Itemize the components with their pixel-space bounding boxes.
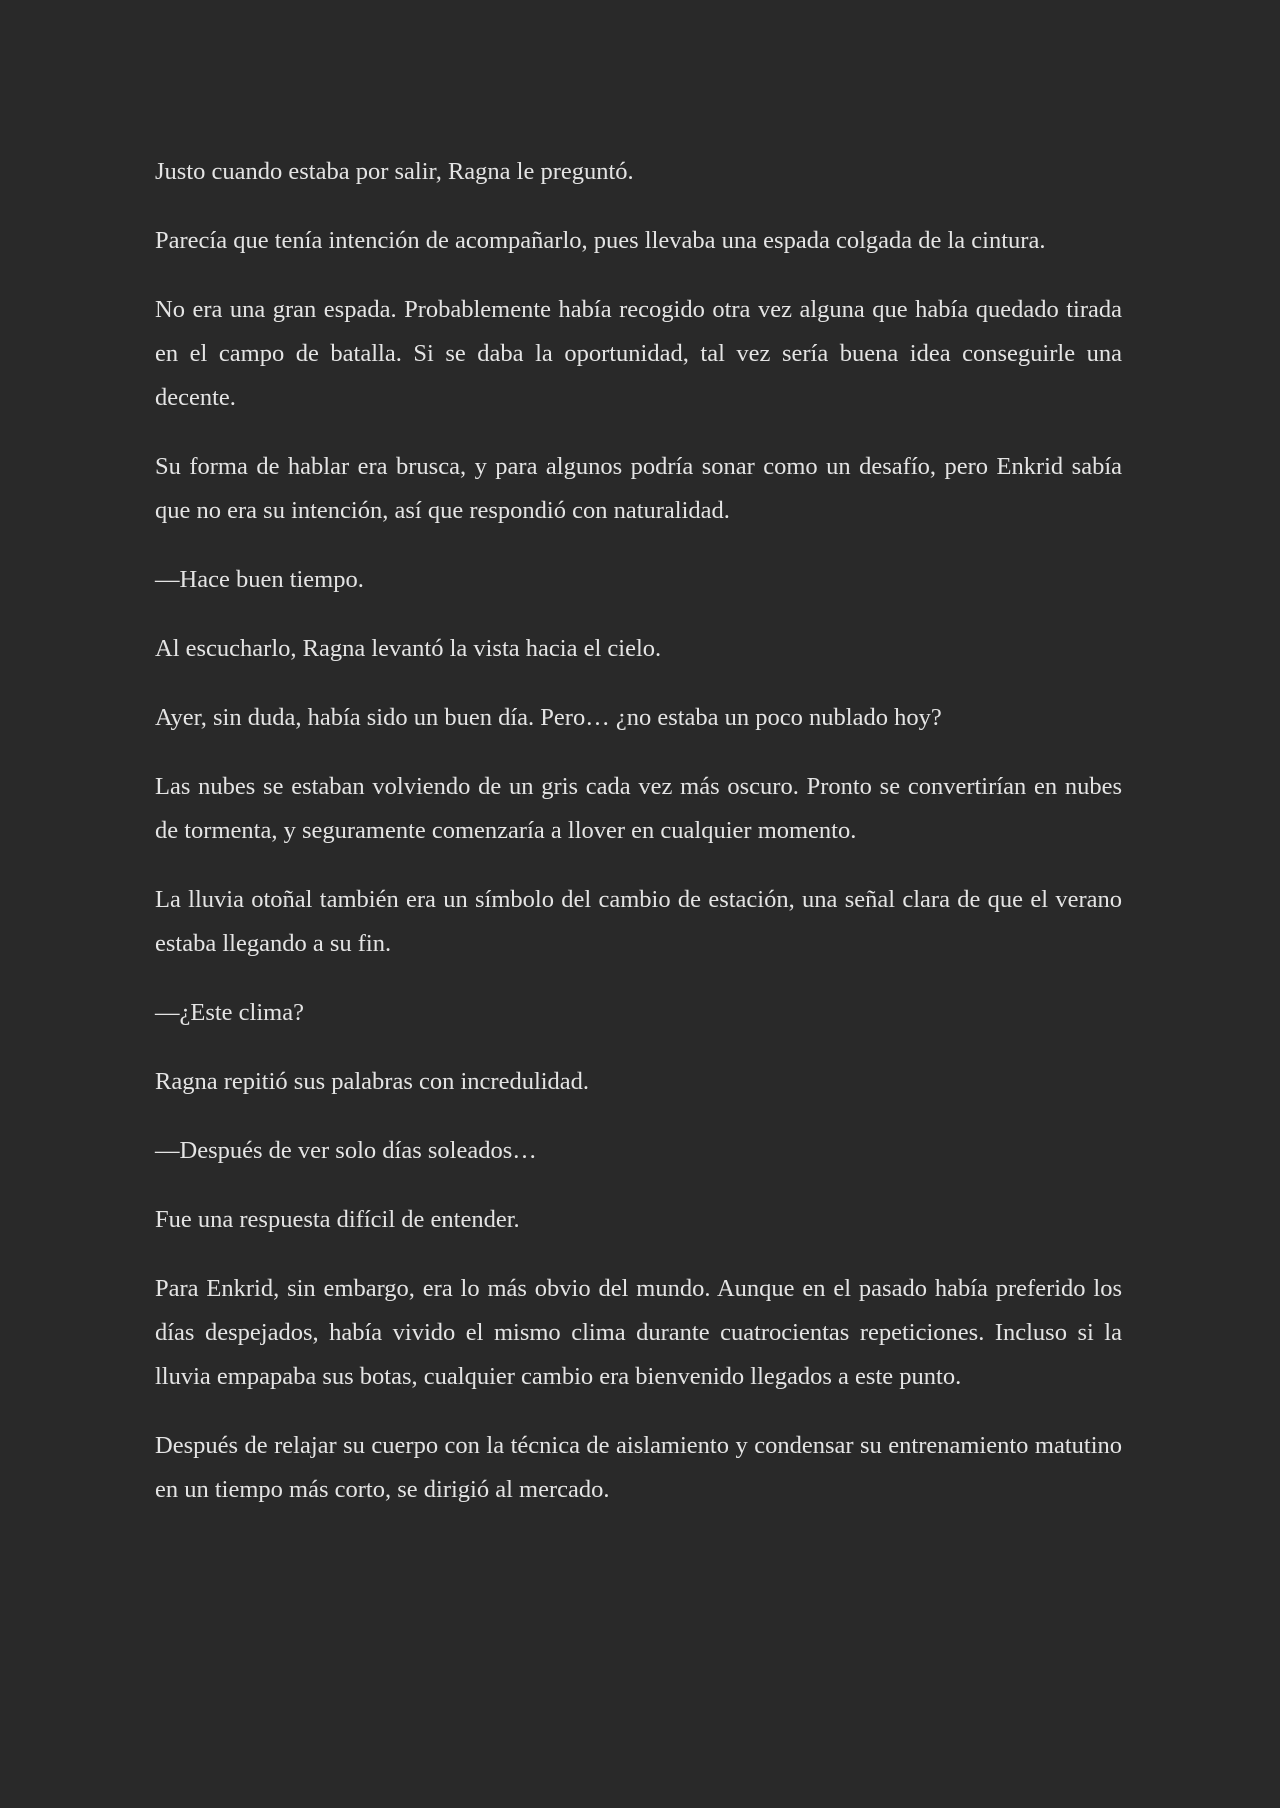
paragraph: Las nubes se estaban volviendo de un gris cada vez más oscuro. Pronto se convertirían en nubes de tormenta, y seguramente comenzaría a llover en cualquier momento. [155, 773, 1122, 844]
paragraph: —Hace buen tiempo. [155, 566, 364, 593]
paragraph: —Después de ver solo días soleados… [155, 1137, 537, 1164]
paragraph: Su forma de hablar era brusca, y para algunos podría sonar como un desafío, pero Enkrid sabía que no era su intención, así que respondió con naturalidad. [155, 453, 1122, 524]
paragraph: Ragna repitió sus palabras con incredulidad. [155, 1068, 590, 1095]
paragraph: La lluvia otoñal también era un símbolo del cambio de estación, una señal clara de que el verano estaba llegando a su fin. [155, 886, 1122, 957]
paragraph: —¿Este clima? [155, 999, 304, 1026]
paragraph: Ayer, sin duda, había sido un buen día. Pero… ¿no estaba un poco nublado hoy? [155, 704, 942, 731]
paragraph: Fue una respuesta difícil de entender. [155, 1206, 520, 1233]
paragraph: Parecía que tenía intención de acompañarlo, pues llevaba una espada colgada de la cintura. [155, 227, 1046, 254]
paragraph: Justo cuando estaba por salir, Ragna le preguntó. [155, 158, 634, 185]
paragraph: No era una gran espada. Probablemente había recogido otra vez alguna que había quedado tirada en el campo de batalla. Si se daba la oportunidad, tal vez sería buena idea conseguirle una decente. [155, 296, 1122, 411]
paragraph: Para Enkrid, sin embargo, era lo más obvio del mundo. Aunque en el pasado había preferido los días despejados, había vivido el mismo clima durante cuatrocientas repeticiones. Incluso si la lluvia empapaba sus botas, cualquier cambio era bienvenido llegados a este punto. [155, 1275, 1122, 1390]
paragraph: Al escucharlo, Ragna levantó la vista hacia el cielo. [155, 635, 662, 662]
paragraph: Después de relajar su cuerpo con la técnica de aislamiento y condensar su entrenamiento matutino en un tiempo más corto, se dirigió al mercado. [155, 1432, 1122, 1503]
document-body [155, 150, 1122, 1537]
